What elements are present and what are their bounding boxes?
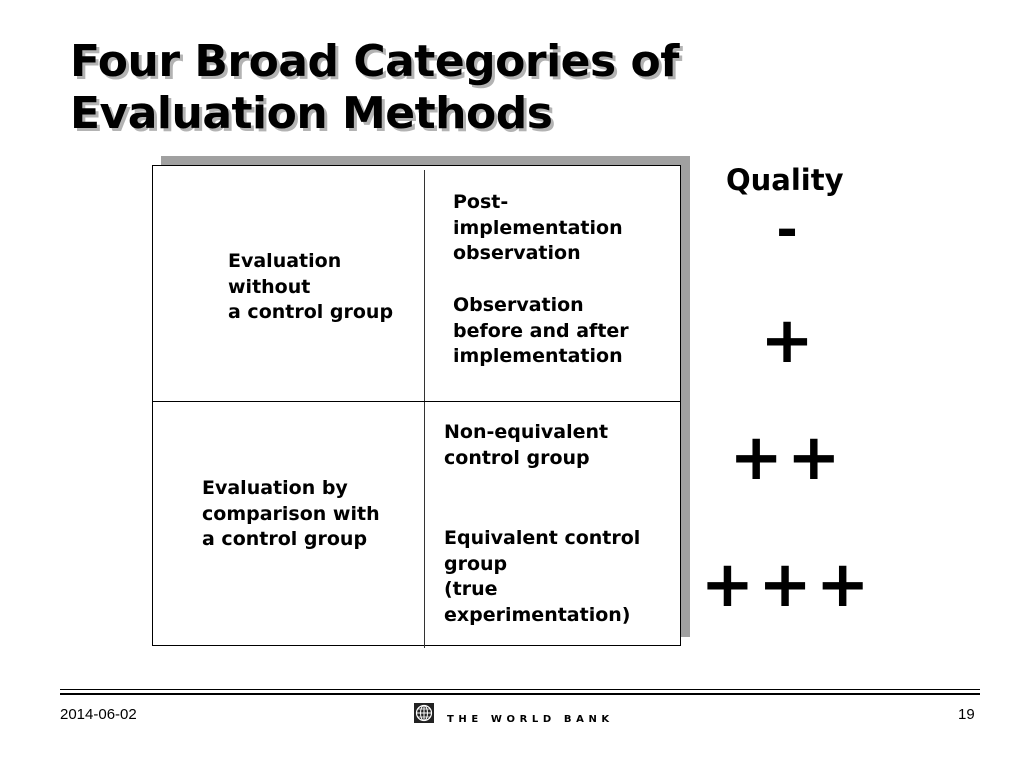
cell-before-after: Observation before and after implementation <box>453 294 629 367</box>
quality-level-plus: + <box>760 304 814 378</box>
cell-equivalent: Equivalent control group (true experimentation) <box>444 527 641 626</box>
slide-title-line-2: Evaluation Methods <box>70 88 553 139</box>
footer-rule-bottom <box>60 693 980 695</box>
cell-without-control-group: Evaluation without a control group <box>228 250 394 323</box>
quality-level-plus-plus-plus: +++ <box>700 548 874 622</box>
evaluation-matrix <box>152 165 681 646</box>
page-number: 19 <box>958 706 975 723</box>
footer-rule-top <box>60 689 980 690</box>
cell-with-control-group: Evaluation by comparison with a control group <box>202 477 380 550</box>
footer-date: 2014-06-02 <box>60 706 137 723</box>
slide-title <box>70 36 679 140</box>
matrix-horizontal-divider <box>153 401 680 402</box>
world-bank-globe-icon <box>414 703 434 723</box>
cell-non-equivalent: Non-equivalent control group <box>444 421 609 469</box>
quality-level-plus-plus: ++ <box>729 421 845 495</box>
slide-title-line-1: Four Broad Categories of <box>70 36 679 87</box>
matrix-vertical-divider <box>424 170 425 648</box>
quality-label: Quality <box>726 163 844 197</box>
organization-name: THE WORLD BANK <box>447 714 614 725</box>
cell-post-implementation: Post- implementation observation <box>453 191 623 264</box>
quality-level-minus: - <box>776 200 798 260</box>
